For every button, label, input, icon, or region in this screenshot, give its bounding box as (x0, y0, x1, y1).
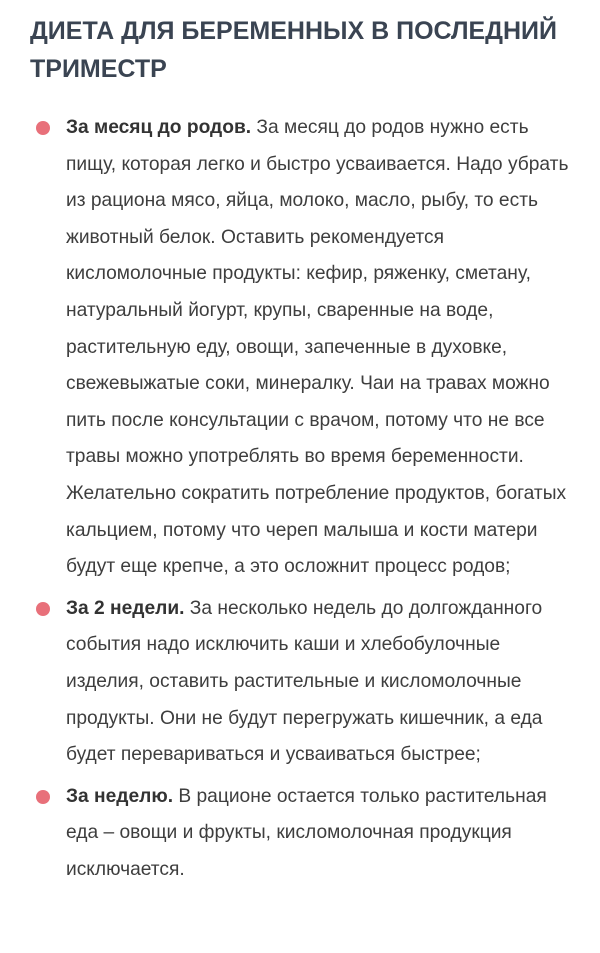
diet-list (0, 110, 600, 888)
item-lead: За 2 недели. (66, 597, 190, 619)
bullet-dot-icon (36, 602, 50, 616)
item-lead: За неделю. (66, 785, 179, 807)
list-item-week (0, 779, 600, 889)
item-lead: За месяц до родов. (66, 117, 257, 138)
bullet-dot-icon (36, 790, 50, 804)
item-text: За месяц до родов нужно есть пищу, которая легко и быстро усваивается. Надо убрать из рациона мясо, яйца, молоко, масло, рыбу, то есть животный белок. Оставить рекомендуется кисломолочные продукты: кефир, ряженку, сметану, натуральный йогурт, крупы, сваренные на воде, растительную еду, овощи, запеченные в духовке, свежевыжатые соки, минералку. Чаи на травах можно пить после консультации с врачом, потому что не все травы можно употреблять во время беременности. Желательно сократить потребление продуктов, богатых кальцием, потому что череп малыша и кости матери будут еще крепче, а это осложнит процесс родов; (66, 117, 569, 578)
list-item-month (0, 110, 600, 586)
item-text: За несколько недель до долгожданного события надо исключить каши и хлебобулочные изделия, оставить растительные и кисломолочные продукты. Они не будут перегружать кишечник, а еда будет перевариваться и усваиваться быстрее; (66, 597, 543, 766)
list-item-two-weeks (0, 591, 600, 774)
article-title: ДИЕТА ДЛЯ БЕРЕМЕННЫХ В ПОСЛЕДНИЙ ТРИМЕСТР (30, 17, 557, 83)
bullet-dot-icon (36, 121, 50, 135)
item-text: В рационе остается только растительная еда – овощи и фрукты, кисломолочная продукция исключается. (66, 785, 547, 880)
